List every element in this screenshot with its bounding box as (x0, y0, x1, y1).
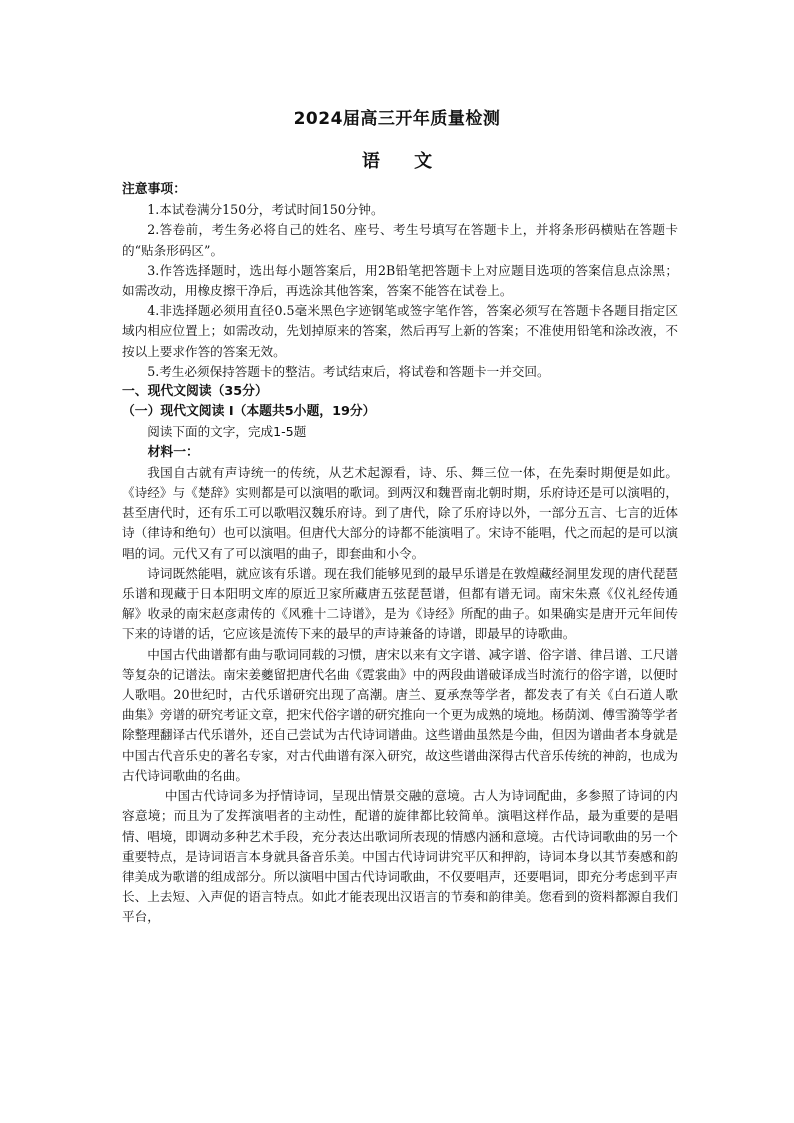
notice-item: 1.本试卷满分150分，考试时间150分钟。 (147, 202, 384, 218)
section-heading: 一、现代文阅读（35分） (122, 384, 268, 400)
exam-body (122, 180, 678, 928)
material-paragraph: 我国自古就有声诗统一的传统，从艺术起源看，诗、乐、舞三位一体，在先秦时期便是如此。《诗经》与《楚辞》实则都是可以演唱的歌词。到两汉和魏晋南北朝时期，乐府诗还是可以演唱的，甚至唐代时，还有乐工可以歌唱汉魏乐府诗。到了唐代，除了乐府诗以外，一部分五言、七言的近体诗（律诗和绝句）也可以演唱。但唐代大部分的诗都不能演唱了。宋诗不能唱，代之而起的是可以演唱的词。元代又有了可以演唱的曲子，即套曲和小令。 (122, 464, 678, 561)
tail-note: 您看到的资料都源自我们平台， (122, 889, 679, 925)
material-paragraph: 中国古代曲谱都有曲与歌词同载的习惯，唐宋以来有文字谱、减字谱、俗字谱、律吕谱、工尺谱等复杂的记谱法。南宋姜夔留把唐代名曲《霓裳曲》中的两段曲谱破译成当时流行的俗字谱，以便时人歌唱。20世纪时，古代乐谱研究出现了高潮。唐兰、夏承焘等学者，都发表了有关《白石道人歌曲集》旁谱的研究考证文章，把宋代俗字谱的研究推向一个更为成熟的境地。杨荫浏、傅雪漪等学者除整理翻译古代乐谱外，还自己尝试为古代诗词谱曲。这些谱曲虽然是今曲，但因为谱曲者本身就是中国古代音乐史的著名专家，对古代曲谱有深入研究，故这些谱曲深得古代音乐传统的神韵，也成为古代诗词歌曲的名曲。 (122, 646, 678, 783)
reading-instruction: 阅读下面的文字，完成1-5题 (147, 424, 307, 440)
paragraph-text: 中国古代诗词多为抒情诗词，呈现出情景交融的意境。古人为诗词配曲，多参照了诗词的内容意境；而且为了发挥演唱者的主动性，配谱的旋律都比较简单。演唱这样作品，最为重要的是唱情、唱境，即调动多种艺术手段，充分表达出歌词所表现的情感内涵和意境。古代诗词歌曲的另一个重要特点，是诗词语言本身就具备音乐美。中国古代诗词讲究平仄和押韵，诗词本身以其节奏感和韵律美成为歌谱的组成部分。所以演唱中国古代诗词歌曲，不仅要唱声，还要唱词，即充分考虑到平声长、上去短、入声促的语言特点。如此才能表现出汉语言的节奏和韵律美。 (122, 788, 678, 905)
notice-item: 2.答卷前，考生务必将自己的姓名、座号、考生号填写在答题卡上，并将条形码横贴在答题卡的“贴条形码区”。 (122, 222, 678, 258)
notice-heading: 注意事项： (122, 182, 186, 197)
notice-item: 3.作答选择题时，选出每小题答案后，用2B铅笔把答题卡上对应题目选项的答案信息点涂黑；如需改动，用橡皮擦干净后，再选涂其他答案，答案不能答在试卷上。 (122, 262, 678, 299)
material-label: 材料一： (147, 444, 199, 460)
subsection-heading: （一）现代文阅读 I（本题共5小题，19分） (122, 404, 376, 420)
notice-item: 4.非选择题必须用直径0.5毫米黑色字迹钢笔或签字笔作答，答案必须写在答题卡各题目指定区域内相应位置上；如需改动，先划掉原来的答案，然后再写上新的答案；不准使用铅笔和涂改液，不按以上要求作答的答案无效。 (122, 303, 678, 359)
material-paragraph: 诗词既然能唱，就应该有乐谱。现在我们能够见到的最早乐谱是在敦煌藏经洞里发现的唐代琵琶乐谱和现藏于日本阳明文库的原近卫家所藏唐五弦琵琶谱，但都有谱无词。南宋朱熹《仪礼经传通解》收录的南宋赵彦肃传的《风雅十二诗谱》，是为《诗经》所配的曲子。如果确实是唐开元年间传下来的诗谱的话，它应该是流传下来的最早的声诗兼备的诗谱，即最早的诗歌曲。 (122, 565, 678, 642)
notice-item: 5.考生必须保持答题卡的整洁。考试结束后，将试卷和答题卡一并交回。 (147, 363, 550, 379)
subject-title: 语 文 (361, 151, 447, 172)
exam-title: 2024届高三开年质量检测 (293, 109, 501, 129)
material-paragraph (122, 786, 678, 927)
